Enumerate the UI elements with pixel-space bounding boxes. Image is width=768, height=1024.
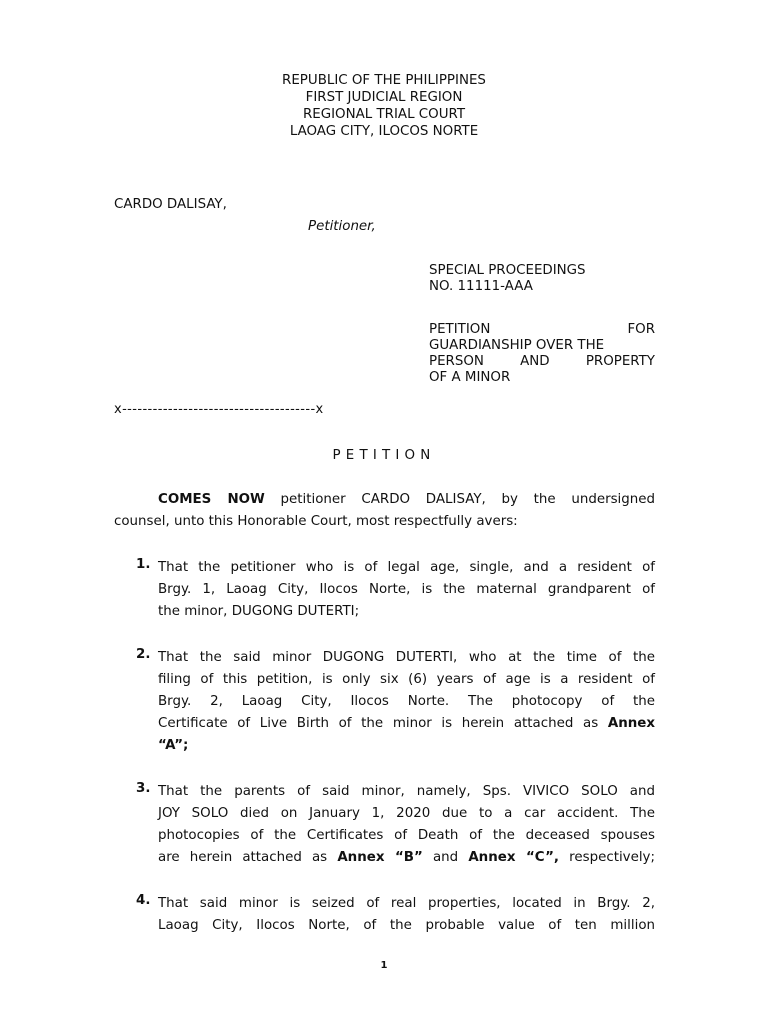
proceedings-label: SPECIAL PROCEEDINGS [429, 263, 586, 278]
item-number: 1. [136, 557, 151, 572]
item-body [158, 781, 655, 869]
petitioner-role: Petitioner, [308, 219, 376, 234]
petitioner-name: CARDO DALISAY, [114, 197, 227, 212]
item-body [158, 557, 655, 623]
item-line: That the parents of said minor, namely, Sps. VIVICO SOLO and [158, 784, 655, 799]
item-line: Laoag City, Ilocos Norte, of the probable value of ten million [158, 918, 655, 933]
item-number: 3. [136, 781, 151, 796]
case-title-line-3 [429, 354, 655, 370]
case-title-word: PROPERTY [585, 354, 655, 369]
item-line: That the petitioner who is of legal age, single, and a resident of [158, 560, 655, 575]
header-region: FIRST JUDICIAL REGION [305, 90, 463, 105]
annex-b-reference: Annex “B” [337, 850, 423, 865]
case-title-line-1 [429, 322, 655, 338]
document-title: PETITION [332, 448, 436, 463]
item-line: Brgy. 1, Laoag City, Ilocos Norte, is the maternal grandparent of [158, 582, 655, 597]
intro-line-2: counsel, unto this Honorable Court, most respectfully avers: [114, 514, 518, 529]
case-title-line-4: OF A MINOR [429, 370, 511, 385]
case-title-word: PERSON [429, 354, 484, 369]
item-number: 2. [136, 647, 151, 662]
item-line: filing of this petition, is only six (6) years of age is a resident of [158, 672, 655, 687]
item-line-text: are herein attached as [158, 850, 338, 865]
item-body [158, 893, 655, 937]
annex-c-reference: Annex “C”, [468, 850, 560, 865]
case-title-word: AND [520, 354, 550, 369]
caption-separator: x--------------------------------------x [114, 402, 324, 417]
case-number-block [429, 263, 655, 295]
item-line: photocopies of the Certificates of Death of the deceased spouses [158, 828, 655, 843]
item-number: 4. [136, 893, 151, 908]
item-line-text: and [422, 850, 469, 865]
court-header [0, 72, 768, 140]
intro-line-1-text: petitioner CARDO DALISAY, by the undersigned [264, 492, 655, 507]
annex-letter: “A”; [158, 738, 189, 753]
item-line: the minor, DUGONG DUTERTI; [158, 604, 360, 619]
item-line: Brgy. 2, Laoag City, Ilocos Norte. The photocopy of the [158, 694, 655, 709]
item-line: That the said minor DUGONG DUTERTI, who at the time of the [158, 650, 655, 665]
item-line-text: respectively; [559, 850, 655, 865]
header-republic: REPUBLIC OF THE PHILIPPINES [282, 73, 486, 88]
case-title-block [429, 322, 655, 386]
item-line-text: Certificate of Live Birth of the minor is herein attached as [158, 716, 608, 731]
intro-line-1 [114, 489, 655, 511]
item-line [158, 713, 655, 735]
item-line: That said minor is seized of real properties, located in Brgy. 2, [158, 896, 655, 911]
item-body [158, 647, 655, 757]
comes-now-phrase: COMES NOW [158, 492, 265, 507]
case-title-word: FOR [627, 322, 655, 337]
header-court: REGIONAL TRIAL COURT [302, 107, 466, 122]
item-line [158, 847, 655, 869]
case-title-word: PETITION [429, 322, 491, 337]
annex-reference: Annex [607, 716, 655, 731]
intro-paragraph [114, 489, 655, 533]
case-title-line-2: GUARDIANSHIP OVER THE [429, 338, 605, 353]
page-number: 1 [380, 960, 388, 971]
header-city: LAOAG CITY, ILOCOS NORTE [289, 124, 479, 139]
proceedings-number: NO. 11111-AAA [429, 279, 533, 294]
item-line: JOY SOLO died on January 1, 2020 due to a car accident. The [158, 806, 655, 821]
